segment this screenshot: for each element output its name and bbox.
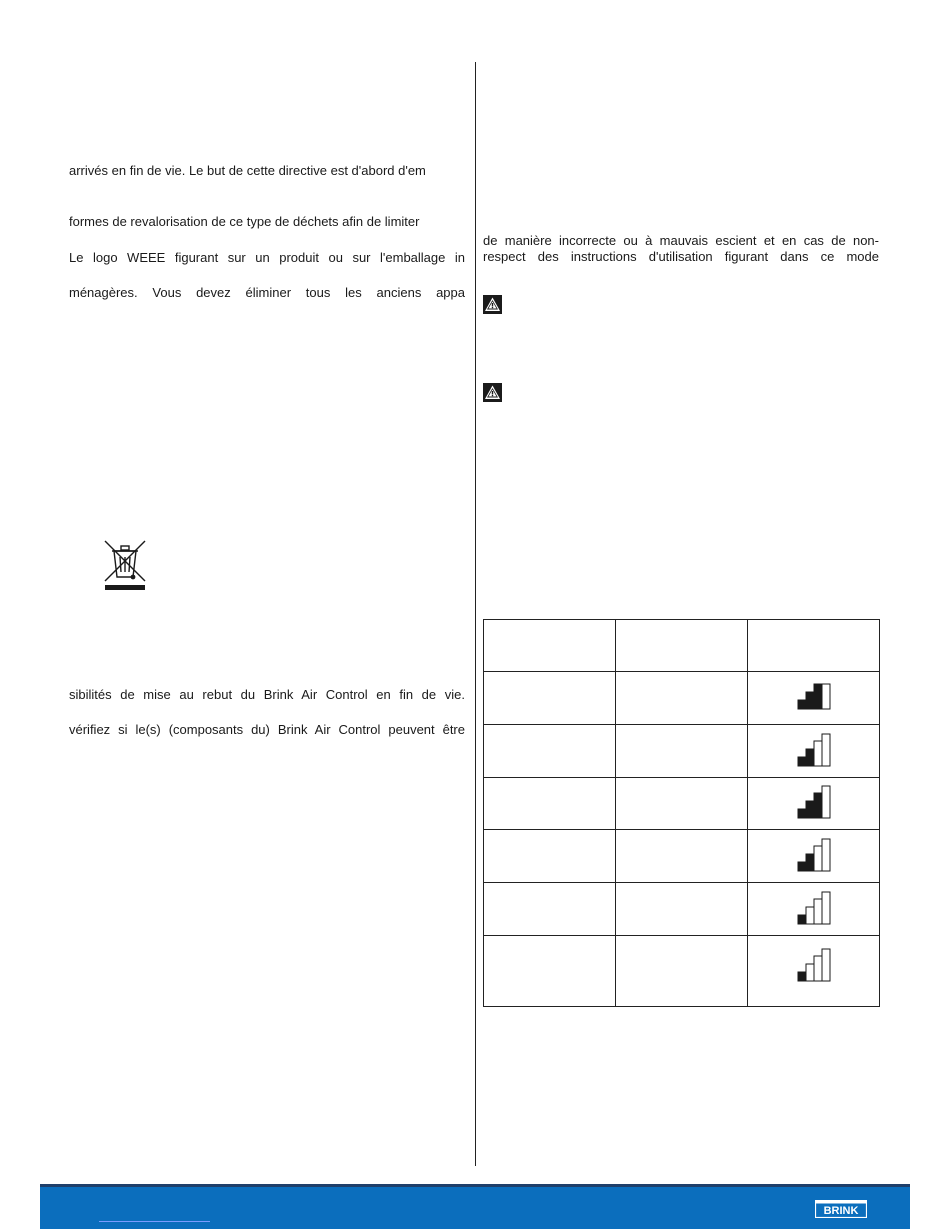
table-cell <box>748 725 880 778</box>
footer-link-underline[interactable] <box>99 1221 210 1222</box>
table-cell <box>748 936 880 1007</box>
left-text-line-5: sibilités de mise au rebut du Brink Air Control en fin de vie. <box>69 687 465 702</box>
column-divider <box>475 62 476 1166</box>
table-row <box>484 672 880 725</box>
table-cell <box>748 620 880 672</box>
table-cell <box>616 620 748 672</box>
left-text-line-6: vérifiez si le(s) (composants du) Brink Air Control peuvent être <box>69 722 465 737</box>
table-cell <box>484 830 616 883</box>
table-header-row <box>484 620 880 672</box>
table-cell <box>748 830 880 883</box>
footer-bar <box>40 1185 910 1229</box>
table-cell <box>484 672 616 725</box>
table-cell <box>616 830 748 883</box>
left-text-line-2: formes de revalorisation de ce type de déchets afin de limiter <box>69 214 420 229</box>
table-cell <box>616 778 748 830</box>
warning-triangle-icon <box>483 383 502 402</box>
speed-level-2-icon <box>797 838 831 872</box>
speed-level-2-icon <box>797 733 831 767</box>
table-cell <box>616 672 748 725</box>
warning-triangle-icon <box>483 295 502 314</box>
table-row <box>484 883 880 936</box>
table-cell <box>484 620 616 672</box>
table-cell <box>484 725 616 778</box>
left-text-line-3: Le logo WEEE figurant sur un produit ou sur l'emballage in <box>69 250 465 265</box>
table-row <box>484 725 880 778</box>
table-cell <box>484 936 616 1007</box>
right-text-line-1: de manière incorrecte ou à mauvais escient et en cas de non- <box>483 233 879 248</box>
table-cell <box>748 778 880 830</box>
table-cell <box>616 883 748 936</box>
table-row <box>484 830 880 883</box>
table-cell <box>616 725 748 778</box>
table-cell <box>484 883 616 936</box>
table-row <box>484 936 880 1007</box>
speed-level-1-icon <box>797 948 831 982</box>
table-cell <box>748 672 880 725</box>
left-text-line-4: ménagères. Vous devez éliminer tous les anciens appa <box>69 285 465 300</box>
left-text-line-1: arrivés en fin de vie. Le but de cette directive est d'abord d'em <box>69 163 426 178</box>
speed-level-3-icon <box>797 785 831 819</box>
table-cell <box>484 778 616 830</box>
table-cell <box>748 883 880 936</box>
brink-logo-icon <box>815 1200 867 1218</box>
fan-level-table <box>483 619 880 1007</box>
speed-level-3-icon <box>797 683 831 710</box>
crossed-out-wheelie-bin-icon <box>102 539 148 591</box>
footer-top-rule <box>40 1184 910 1187</box>
table-cell <box>616 936 748 1007</box>
speed-level-1-icon <box>797 891 831 925</box>
table-row <box>484 778 880 830</box>
brink-logo-text: BRINK <box>823 1205 859 1217</box>
right-text-line-2: respect des instructions d'utilisation figurant dans ce mode <box>483 249 879 264</box>
